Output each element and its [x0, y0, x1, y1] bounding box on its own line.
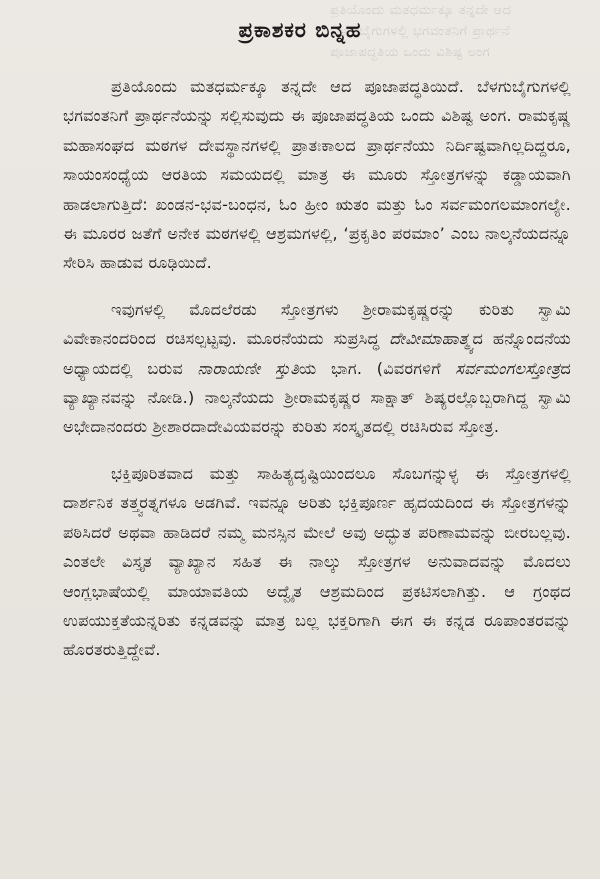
paragraph-2-text: ಇವುಗಳಲ್ಲಿ ಮೊದಲೆರಡು ಸ್ತೋತ್ರಗಳು ಶ್ರೀರಾಮಕೃಷ್ಣರನ್ನು ಕುರಿತು ಸ್ವಾಮಿ ವಿವೇಕಾನಂದರಿಂದ ರಚಿಸಲ್ಪಟ್ಟವು. ಮೂರನೆಯದು ಸುಪ್ರಸಿದ್ಧ	[63, 299, 571, 349]
paragraph-2-text: ಯ ಭಾಗ. (ವಿವರಗಳಿಗೆ	[299, 358, 456, 378]
hymn-title-narayani-stuti: ನಾರಾಯಣೀ ಸ್ತುತಿ	[197, 358, 299, 378]
book-title-devi-mahatmya: ದೇವೀಮಾಹಾತ್ಮ್ಯ	[389, 329, 473, 349]
paragraph-2	[63, 295, 571, 442]
paragraph-2-text: ದ ಹನ್ನೊಂದನೆಯ ಅಧ್ಯಾಯದಲ್ಲಿ ಬರುವ	[63, 329, 571, 378]
paragraph-2-text: ದ ವ್ಯಾಖ್ಯಾನವನ್ನು ನೋಡಿ.) ನಾಲ್ಕನೆಯದು ಶ್ರೀರಾಮಕೃಷ್ಣರ ಸಾಕ್ಷಾತ್ ಶಿಷ್ಯರಲ್ಲೊಬ್ಬರಾಗಿದ್ದ ಸ್ವಾಮಿ ಅಭೇದಾನಂದರು ಶ್ರೀಶಾರದಾದೇವಿಯವರನ್ನು ಕುರಿತು ಸಂಸ್ಕೃತದಲ್ಲಿ ರಚಿಸಿರುವ ಸ್ತೋತ್ರ.	[63, 358, 571, 437]
hymn-title-sarvamangala: ಸರ್ವಮಂಗಲಸ್ತೋತ್ರ	[455, 358, 561, 378]
paragraph-1: ಪ್ರತಿಯೊಂದು ಮತಧರ್ಮಕ್ಕೂ ತನ್ನದೇ ಆದ ಪೂಜಾಪದ್ಧತಿಯಿದೆ. ಬೆಳಗುಬೈಗುಗಳಲ್ಲಿ ಭಗವಂತನಿಗೆ ಪ್ರಾರ್ಥನೆಯನ್ನು ಸಲ್ಲಿಸುವುದು ಈ ಪೂಜಾಪದ್ಧತಿಯ ಒಂದು ವಿಶಿಷ್ಟ ಅಂಗ. ರಾಮಕೃಷ್ಣ ಮಹಾಸಂಘದ ಮಠಗಳ ದೇವಸ್ಥಾನಗಳಲ್ಲಿ ಪ್ರಾತಃಕಾಲದ ಪ್ರಾರ್ಥನೆಯು ನಿರ್ದಿಷ್ಟವಾಗಿಲ್ಲದಿದ್ದರೂ, ಸಾಯಂಸಂಧ್ಯೆಯ ಆರತಿಯ ಸಮಯದಲ್ಲಿ ಮಾತ್ರ ಈ ಮೂರು ಸ್ತೋತ್ರಗಳನ್ನು ಕಡ್ಡಾಯವಾಗಿ ಹಾಡಲಾಗುತ್ತಿದೆ: ಖಂಡನ-ಭವ-ಬಂಧನ, ಓಂ ಹ್ರೀಂ ಋತಂ ಮತ್ತು ಓಂ ಸರ್ವಮಂಗಲಮಾಂಗಲ್ಯೇ. ಈ ಮೂರರ ಜತೆಗೆ ಅನೇಕ ಮಠಗಳಲ್ಲಿ ಆಶ್ರಮಗಳಲ್ಲಿ, ‘ಪ್ರಕೃತಿಂ ಪರಮಾಂ’ ಎಂಬ ನಾಲ್ಕನೆಯದನ್ನೂ ಸೇರಿಸಿ ಹಾಡುವ ರೂಢಿಯಿದೆ.	[63, 77, 571, 273]
show-through-line: ಪೂಜಾಪದ್ಧತಿಯ ಒಂದು ವಿಶಿಷ್ಟ ಅಂಗ	[330, 45, 490, 60]
show-through-line: ಬೆಳಗುಬೈಗುಗಳಲ್ಲಿ ಭಗವಂತನಿಗೆ ಪ್ರಾರ್ಥನೆ	[330, 24, 511, 39]
show-through-line: ಪ್ರತಿಯೊಂದು ಮತಧರ್ಮಕ್ಕೂ ತನ್ನದೇ ಆದ	[330, 3, 512, 18]
page-title: ಪ್ರಕಾಶಕರ ಬಿನ್ನಹ	[238, 18, 362, 42]
body-text	[63, 72, 571, 665]
paragraph-3: ಭಕ್ತಿಪೂರಿತವಾದ ಮತ್ತು ಸಾಹಿತ್ಯದೃಷ್ಟಿಯಿಂದಲೂ ಸೊಬಗನ್ನುಳ್ಳ ಈ ಸ್ತೋತ್ರಗಳಲ್ಲಿ ದಾರ್ಶನಿಕ ತತ್ತ್ವರತ್ನಗಳೂ ಅಡಗಿವೆ. ಇವನ್ನೂ ಅರಿತು ಭಕ್ತಿಪೂರ್ಣ ಹೃದಯದಿಂದ ಈ ಸ್ತೋತ್ರಗಳನ್ನು ಪಠಿಸಿದರೆ ಅಥವಾ ಹಾಡಿದರೆ ನಮ್ಮ ಮನಸ್ಸಿನ ಮೇಲೆ ಅವು ಅದ್ಭುತ ಪರಿಣಾಮವನ್ನು ಬೀರಬಲ್ಲವು. ಎಂತಲೇ ವಿಸ್ತೃತ ವ್ಯಾಖ್ಯಾನ ಸಹಿತ ಈ ನಾಲ್ಕು ಸ್ತೋತ್ರಗಳ ಅನುವಾದವನ್ನು ಮೊದಲು ಆಂಗ್ಲಭಾಷೆಯಲ್ಲಿ ಮಾಯಾವತಿಯ ಅದ್ವೈತ ಆಶ್ರಮದಿಂದ ಪ್ರಕಟಿಸಲಾಗಿತ್ತು. ಆ ಗ್ರಂಥದ ಉಪಯುಕ್ತತೆಯನ್ನರಿತು ಕನ್ನಡವನ್ನು ಮಾತ್ರ ಬಲ್ಲ ಭಕ್ತರಿಗಾಗಿ ಈಗ ಈ ಕನ್ನಡ ರೂಪಾಂತರವನ್ನು ಹೊರತರುತ್ತಿದ್ದೇವೆ.	[63, 463, 571, 660]
